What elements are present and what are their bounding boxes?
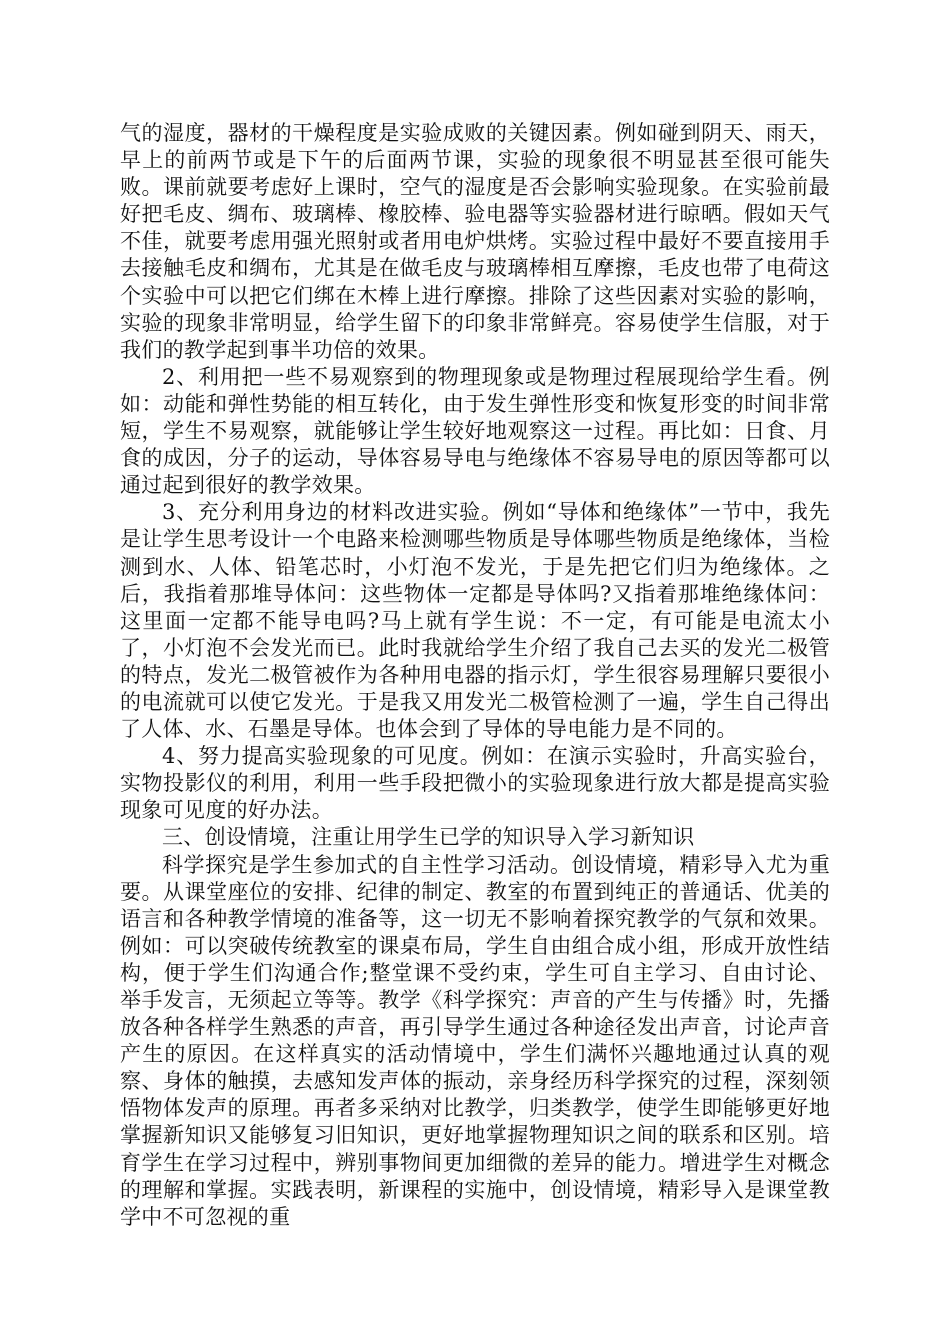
- paragraph-continuation: 气的湿度，器材的干燥程度是实验成败的关键因素。例如碰到阴天、雨天，早上的前两节或是下午的后面两节课，实验的现象很不明显甚至很可能失败。课前就要考虑好上课时，空气的湿度是否会影响实验现象。在实验前最好把毛皮、绸布、玻璃棒、橡胶棒、验电器等实验器材进行晾晒。假如天气不佳，就要考虑用强光照射或者用电炉烘烤。实验过程中最好不要直接用手去接触毛皮和绸布，尤其是在做毛皮与玻璃棒相互摩擦，毛皮也带了电荷这个实验中可以把它们绑在木棒上进行摩擦。排除了这些因素对实验的影响，实验的现象非常明显，给学生留下的印象非常鲜亮。容易使学生信服，对于我们的教学起到事半功倍的效果。: [120, 121, 830, 362]
- paragraph-item-2: 2、利用把一些不易观察到的物理现象或是物理过程展现给学生看。例如：动能和弹性势能的相互转化，由于发生弹性形变和恢复形变的时间非常短，学生不易观察，就能够让学生较好地观察这一过程。再比如：日食、月食的成因，分子的运动，导体容易导电与绝缘体不容易导电的原因等都可以通过起到很好的教学效果。: [120, 364, 830, 498]
- paragraph-science-inquiry: 科学探究是学生参加式的自主性学习活动。创设情境，精彩导入尤为重要。从课堂座位的安排、纪律的制定、教室的布置到纯正的普通话、优美的语言和各种教学情境的准备等，这一切无不影响着探究教学的气氛和效果。例如：可以突破传统教室的课桌布局，学生自由组合成小组，形成开放性结构，便于学生们沟通合作;整堂课不受约束，学生可自主学习、自由讨论、举手发言，无须起立等等。教学《科学探究：声音的产生与传播》时，先播放各种各样学生熟悉的声音，再引导学生通过各种途径发出声音，讨论声音产生的原因。在这样真实的活动情境中，学生们满怀兴趣地通过认真的观察、身体的触摸，去感知发声体的振动，亲身经历科学探究的过程，深刻领悟物体发声的原理。再者多采纳对比教学，归类教学，使学生即能够更好地掌握新知识又能够复习旧知识，更好地掌握物理知识之间的联系和区别。培育学生在学习过程中，辨别事物间更加细微的差异的能力。增进学生对概念的理解和掌握。实践表明，新课程的实施中，创设情境，精彩导入是课堂教学中不可忽视的重: [120, 852, 830, 1229]
- paragraph-item-3: 3、充分利用身边的材料改进实验。例如“导体和绝缘体”一节中，我先是让学生思考设计一个电路来检测哪些物质是导体哪些物质是绝缘体，当检测到水、人体、铅笔芯时，小灯泡不发光，于是先把它们归为绝缘体。之后，我指着那堆导体问：这些物体一定都是导体吗?又指着那堆绝缘体问：这里面一定都不能导电吗?马上就有学生说：不一定，有可能是电流太小了，小灯泡不会发光而已。此时我就给学生介绍了我自己去买的发光二极管的特点，发光二极管被作为各种用电器的指示灯，学生很容易理解只要很小的电流就可以使它发光。于是我又用发光二极管检测了一遍，学生自己得出了人体、水、石墨是导体。也体会到了导体的导电能力是不同的。: [120, 500, 830, 742]
- paragraph-item-4: 4、努力提高实验现象的可见度。例如：在演示实验时，升高实验台，实物投影仪的利用，利用一些手段把微小的实验现象进行放大都是提高实验现象可见度的好办法。: [120, 744, 830, 823]
- document-page: [120, 120, 830, 1231]
- section-heading-3: 三、创设情境，注重让用学生已学的知识导入学习新知识: [162, 825, 695, 850]
